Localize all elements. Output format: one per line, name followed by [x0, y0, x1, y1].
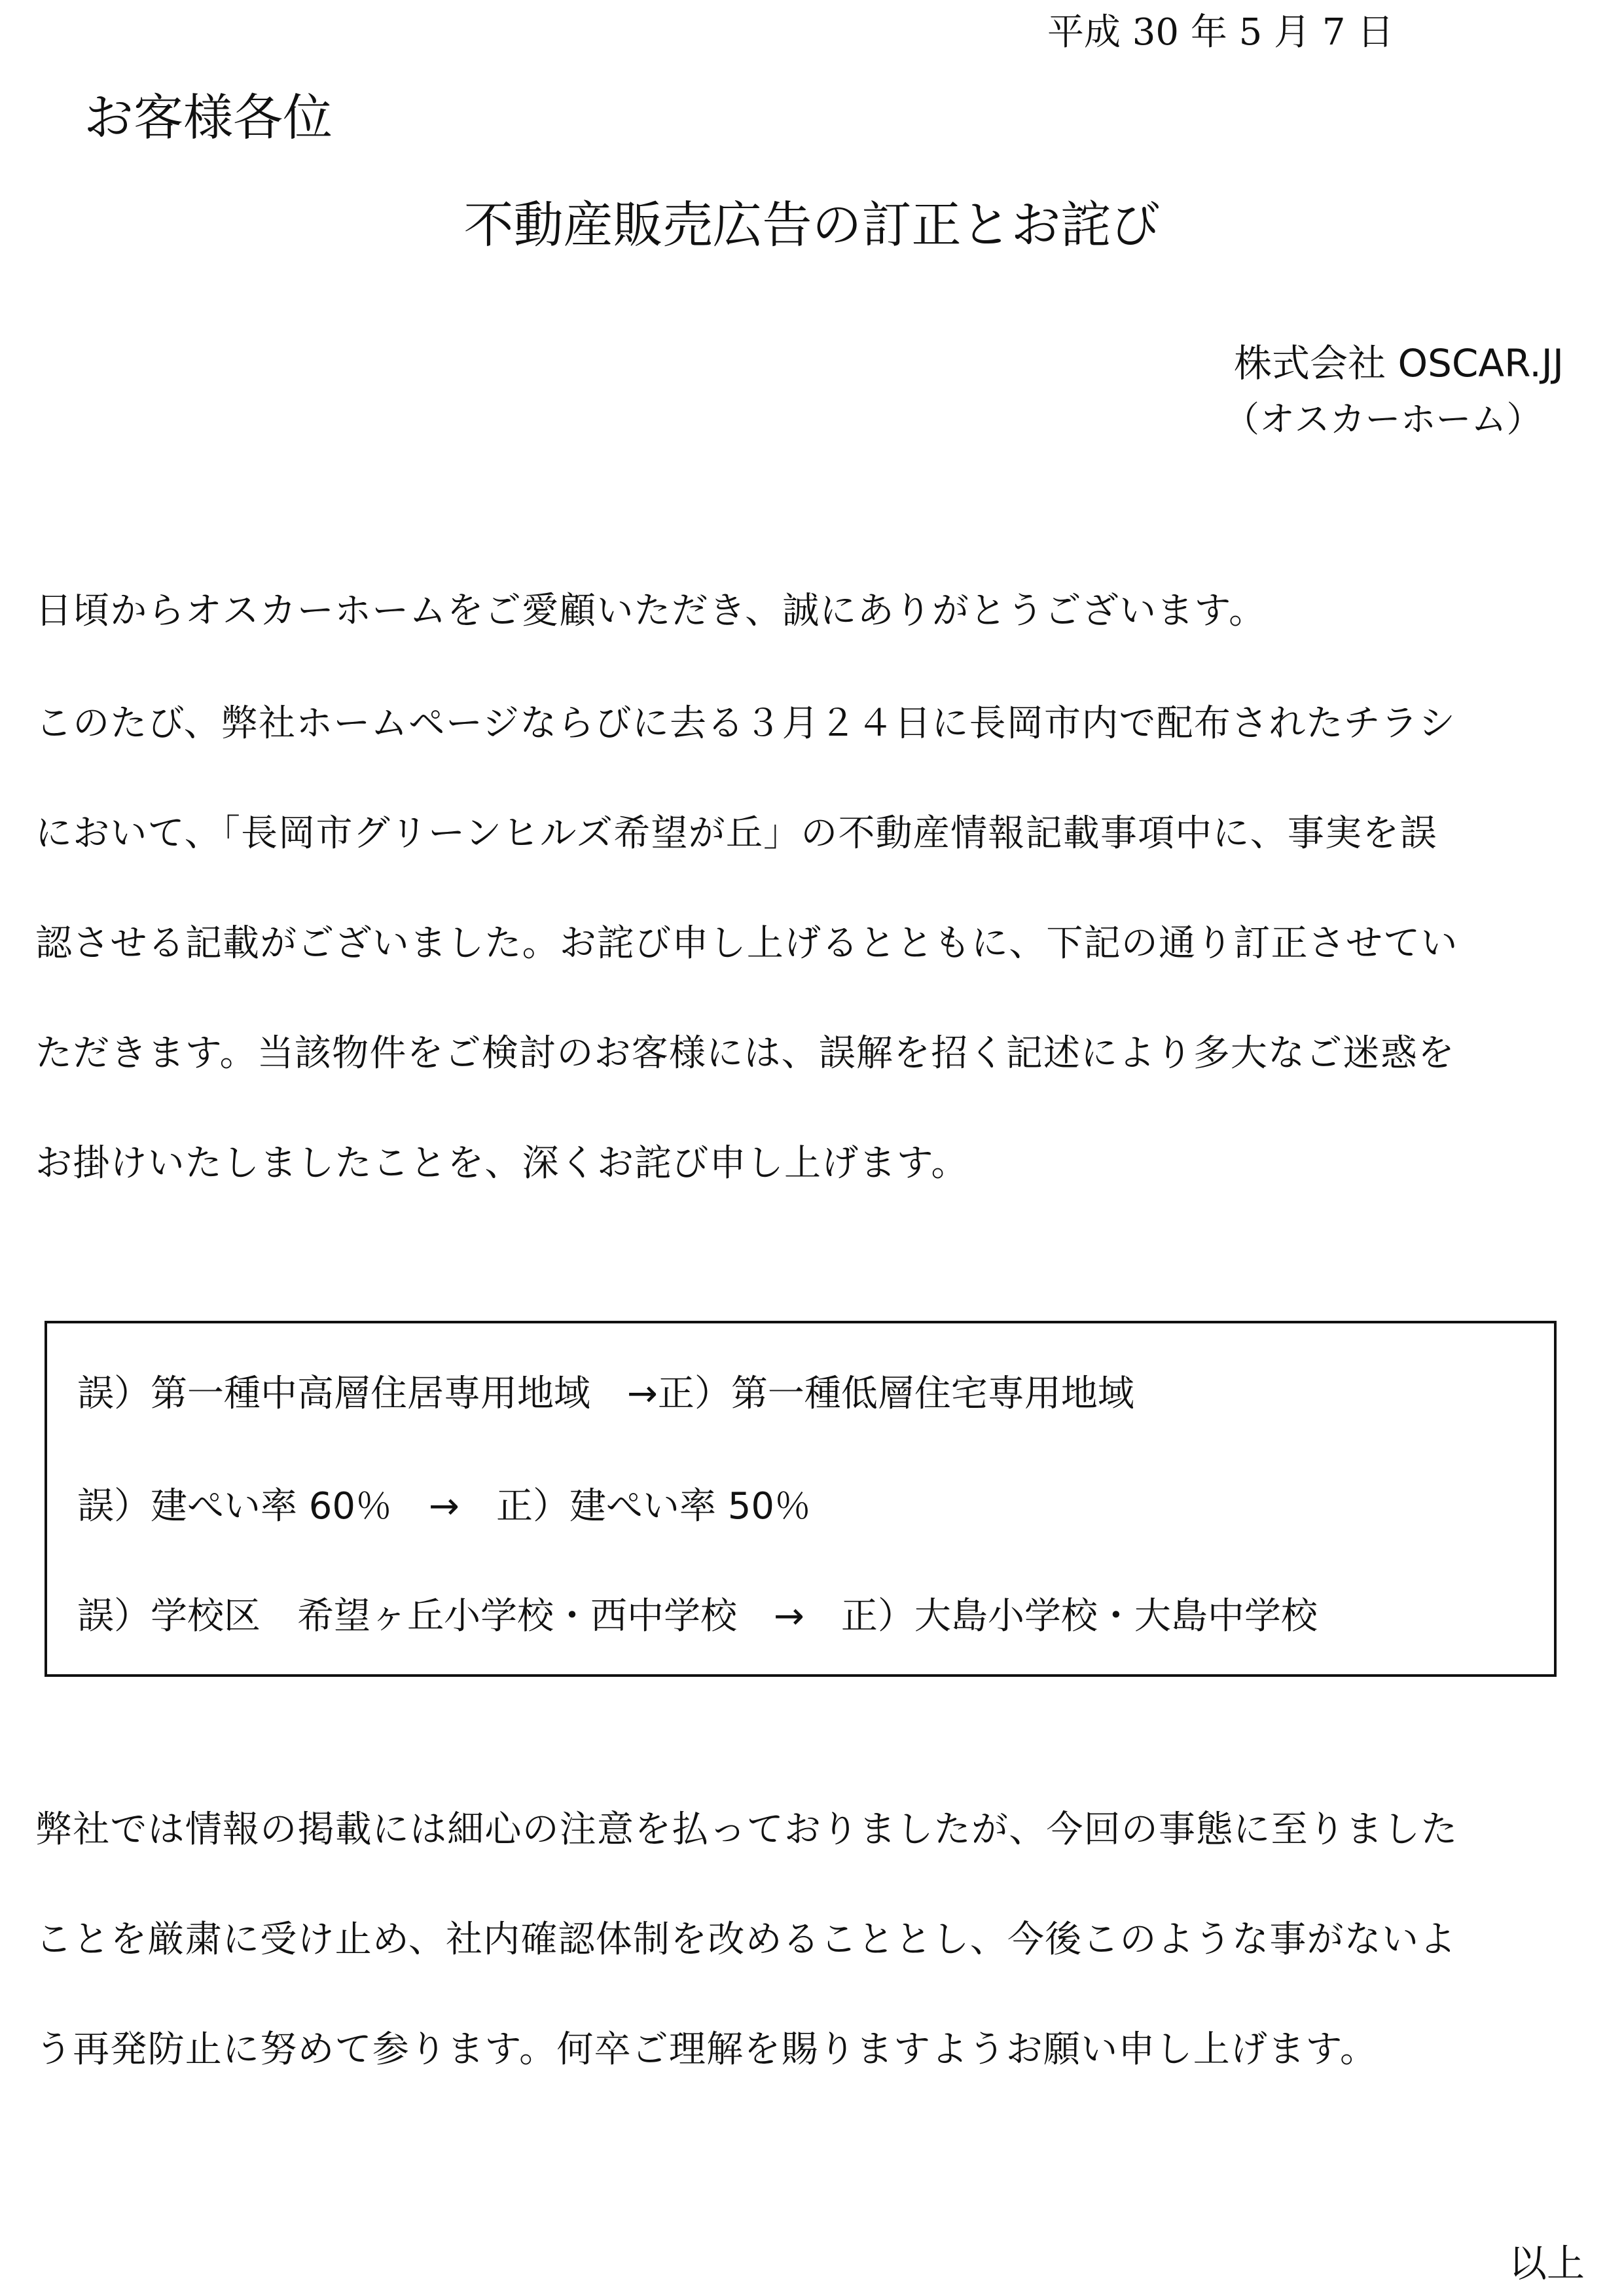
correction-item-coverage-ratio: 誤）建ぺい率 60％ → 正）建ぺい率 50％ — [77, 1485, 812, 1528]
document-date: 平成 30 年 5 月 7 日 — [1047, 11, 1394, 54]
greeting-paragraph — [35, 556, 1266, 666]
apology-paragraph — [35, 669, 1458, 1219]
paragraph-line: お掛けいたしましたことを、深くお詫び申し上げます。 — [35, 1142, 969, 1185]
prevention-paragraph — [35, 1775, 1458, 2105]
salutation: お客様各位 — [84, 88, 333, 147]
document-title: 不動産販売広告の訂正とお詫び — [463, 196, 1161, 254]
company-reading: （オスカーホーム） — [1224, 399, 1542, 440]
correction-box — [45, 1321, 1557, 1677]
company-name: 株式会社 OSCAR.JJ — [1234, 341, 1564, 386]
paragraph-line: において、「長岡市グリーンヒルズ希望が丘」の不動産情報記載事項中に、事実を誤 — [35, 812, 1437, 855]
paragraph-line: う再発防止に努めて参ります。何卒ご理解を賜りますようお願い申し上げます。 — [35, 2028, 1378, 2071]
paragraph-line: 認させる記載がございました。お詫び申し上げるとともに、下記の通り訂正させてい — [35, 922, 1458, 965]
paragraph-line: 弊社では情報の掲載には細心の注意を払っておりましたが、今回の事態に至りました — [35, 1808, 1458, 1851]
correction-item-zoning: 誤）第一種中高層住居専用地域 →正）第一種低層住宅専用地域 — [77, 1372, 1134, 1415]
paragraph-line: ただきます。当該物件をご検討のお客様には、誤解を招く記述により多大なご迷惑を — [35, 1032, 1456, 1075]
correction-item-school-district: 誤）学校区 希望ヶ丘小学校・西中学校 → 正）大島小学校・大島中学校 — [77, 1595, 1318, 1638]
closing-mark: 以上 — [1508, 2241, 1585, 2286]
paragraph-line: ことを厳粛に受け止め、社内確認体制を改めることとし、今後このような事がないよ — [35, 1918, 1457, 1961]
paragraph-line: 日頃からオスカーホームをご愛顧いただき、誠にありがとうございます。 — [35, 590, 1267, 632]
paragraph-line: このたび、弊社ホームページならびに去る３月２４日に長岡市内で配布されたチラシ — [35, 702, 1456, 745]
